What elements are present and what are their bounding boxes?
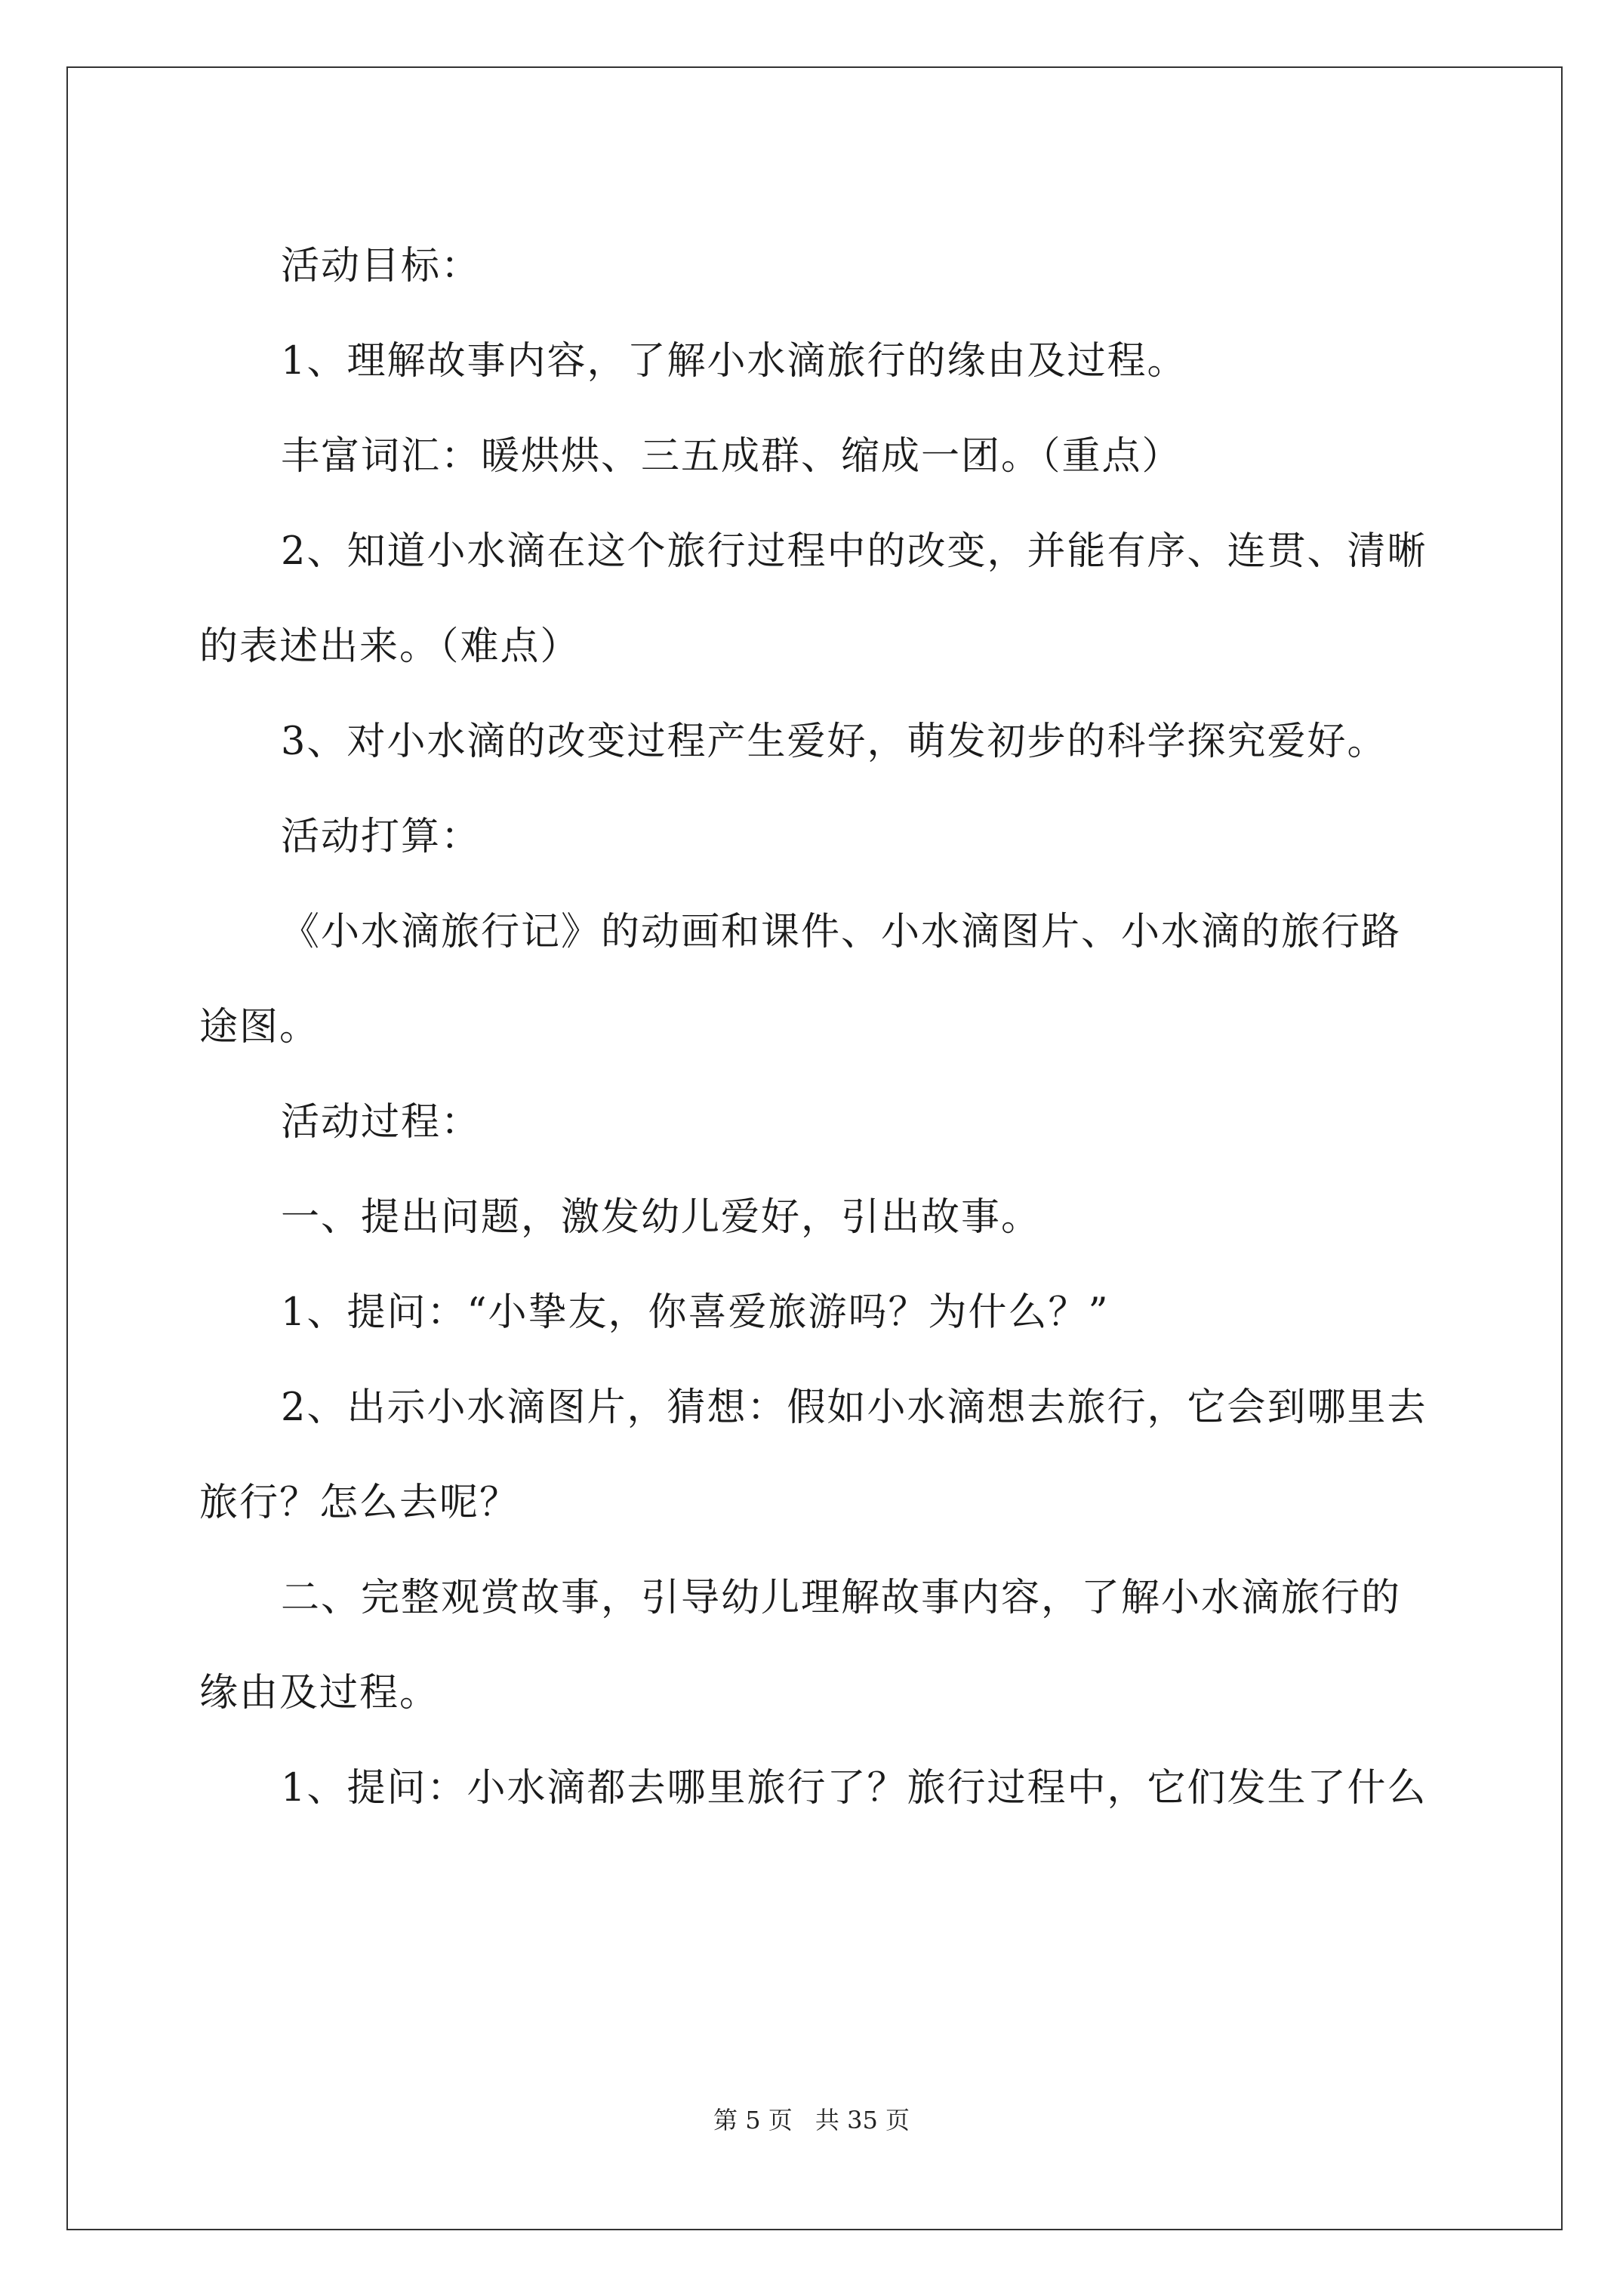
page-footer <box>0 2105 1623 2135</box>
heading-activity-goals: 活动目标： <box>281 244 482 288</box>
process-question-2: 2、出示小水滴图片，猜想：假如小水滴想去旅行，它会到哪里去旅行？怎么去呢？ <box>199 1385 1427 1525</box>
heading-activity-preparation: 活动打算： <box>281 815 482 859</box>
vocabulary-line: 丰富词汇：暖烘烘、三五成群、缩成一团。（重点） <box>281 434 1182 479</box>
goal-item-3: 3、对小水滴的改变过程产生爱好，萌发初步的科学探究爱好。 <box>281 720 1387 764</box>
process-step-1: 一、提出问题，激发幼儿爱好，引出故事。 <box>281 1195 1042 1240</box>
process-step-2: 二、完整观赏故事，引导幼儿理解故事内容，了解小水滴旅行的缘由及过程。 <box>199 1576 1402 1715</box>
document-body <box>199 219 1434 1836</box>
process-question-1: 1、提问：“小挚友，你喜爱旅游吗？为什么？” <box>281 1290 1110 1335</box>
process-question-3: 1、提问：小水滴都去哪里旅行了？旅行过程中，它们发生了什么 <box>281 1766 1427 1811</box>
page-total: 共 35 页 <box>815 2106 910 2134</box>
goal-item-2: 2、知道小水滴在这个旅行过程中的改变，并能有序、连贯、清晰的表述出来。（难点） <box>199 529 1427 669</box>
page-number: 第 5 页 <box>713 2106 793 2134</box>
preparation-materials: 《小水滴旅行记》的动画和课件、小水滴图片、小水滴的旅行路途图。 <box>199 910 1402 1049</box>
goal-item-1: 1、理解故事内容，了解小水滴旅行的缘由及过程。 <box>281 339 1187 384</box>
heading-activity-process: 活动过程： <box>281 1100 482 1145</box>
